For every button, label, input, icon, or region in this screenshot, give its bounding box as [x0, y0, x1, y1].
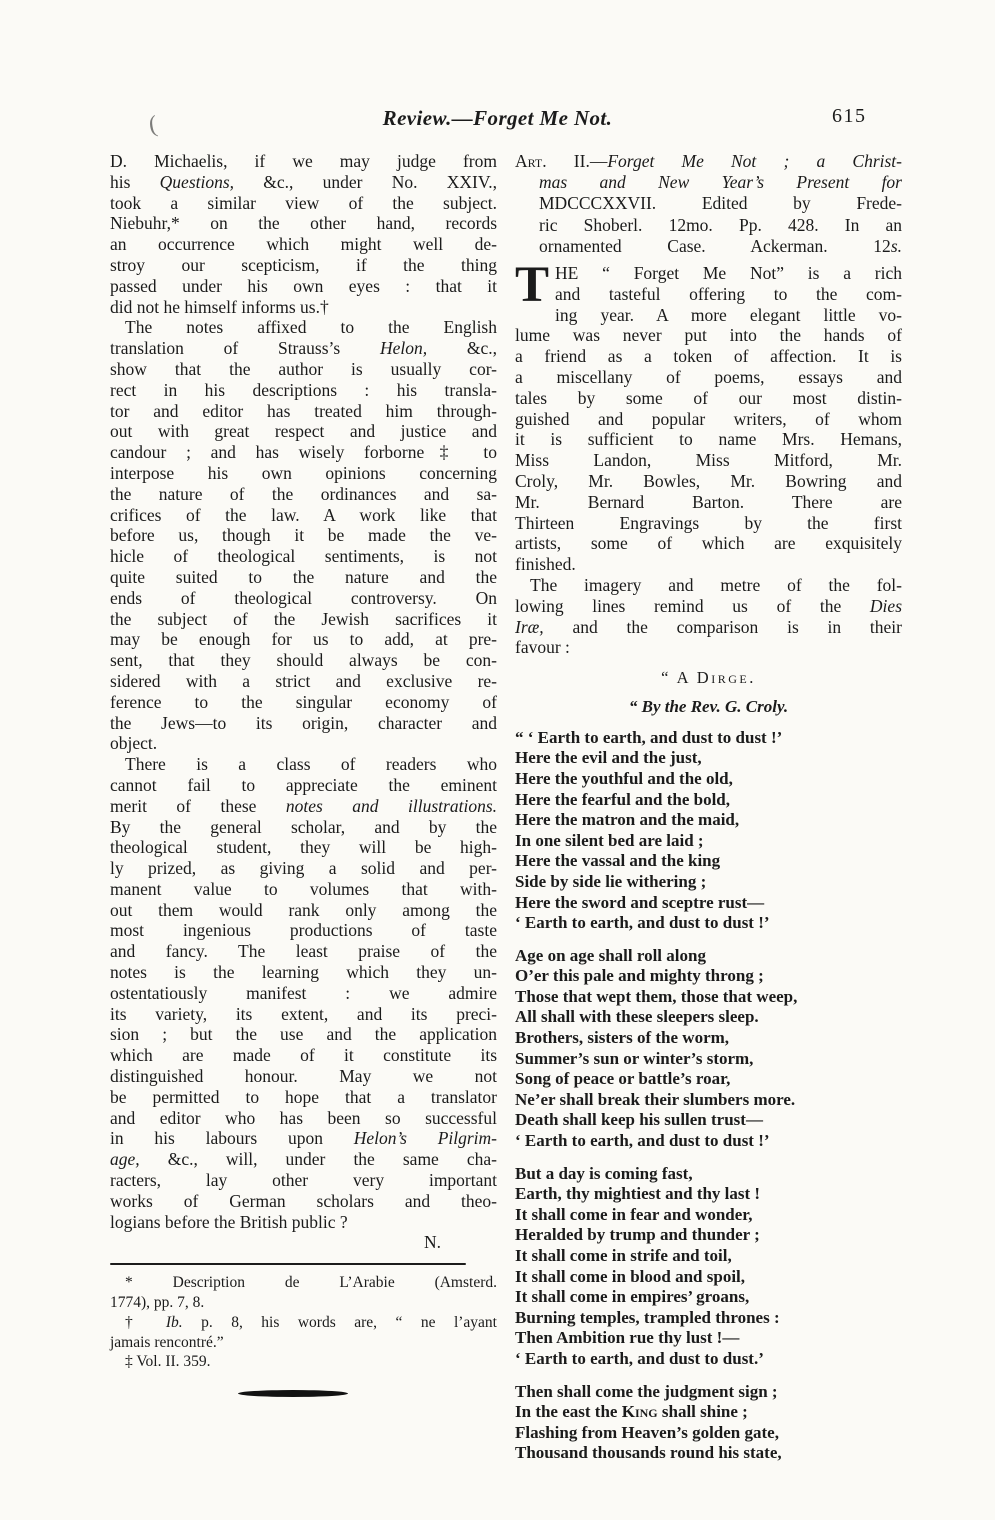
- text-line: jamais rencontré.”: [110, 1333, 224, 1351]
- paragraph: [515, 257, 902, 575]
- text-line: † Ib. p. 8, his words are, “ ne l’ayant: [125, 1313, 497, 1331]
- text-line: ends of theological controversy. On: [110, 587, 497, 608]
- text-line: Here the youthful and the old,: [515, 768, 733, 788]
- text-line: ostentatiously manifest : we admire: [110, 982, 497, 1003]
- text-line: sidered with a strict and exclusive re-: [110, 670, 497, 691]
- text-line: interpose his own opinions concerning: [110, 462, 497, 483]
- text-line: translation of Strauss’s Helon, &c.,: [110, 338, 497, 359]
- text-line: sion ; but the use and the application: [110, 1024, 497, 1045]
- text-line: Thirteen Engravings by the first: [515, 512, 902, 533]
- text-line: Niebuhr,* on the other hand, records: [110, 213, 497, 234]
- text-line: Death shall keep his sullen trust—: [515, 1110, 763, 1130]
- text-line: quite suited to the nature and the: [110, 566, 497, 587]
- text-line: Here the evil and the just,: [515, 748, 702, 768]
- text-line: ‘ Earth to earth, and dust to dust !’: [515, 1131, 770, 1151]
- poem-stanza: [515, 1382, 902, 1464]
- text-line: in his labours upon Helon’s Pilgrim-: [110, 1128, 497, 1149]
- text-line: sent, that they should always be con-: [110, 650, 497, 671]
- text-line: notes is the learning which they un-: [110, 962, 497, 983]
- paragraph: [515, 575, 902, 658]
- poem-title: [515, 668, 902, 689]
- drop-cap: T: [515, 257, 550, 314]
- text-line: and editor who has been so successful: [110, 1107, 497, 1128]
- text-line: the subject of the Jewish sacrifices it: [110, 608, 497, 629]
- text-line: racters, lay other very important: [110, 1170, 497, 1191]
- text-line: Thousand thousands round his state,: [515, 1443, 782, 1463]
- running-title: Review.—Forget Me Not.: [382, 106, 613, 130]
- text-line: Age on age shall roll along: [515, 945, 706, 965]
- text-line: Those that wept them, those that weep,: [515, 986, 798, 1006]
- text-line: and fancy. The least praise of the: [110, 941, 497, 962]
- text-line: Here the fearful and the bold,: [515, 789, 731, 809]
- text-line: Burning temples, trampled thrones :: [515, 1307, 780, 1327]
- text-line: the Jews—to its origin, character and: [110, 712, 497, 733]
- text-line: a friend as a token of affection. It is: [515, 346, 902, 367]
- text-line: the nature of the ordinances and sa-: [110, 483, 497, 504]
- text-line: * Description de L’Arabie (Amsterd.: [125, 1274, 497, 1292]
- text-line: ly prized, as giving a solid and per-: [110, 858, 497, 879]
- text-line: It shall come in empires’ groans,: [515, 1287, 750, 1307]
- text-line: Here the sword and sceptre rust—: [515, 892, 765, 912]
- poem-stanza: [515, 728, 902, 934]
- text-line: The imagery and metre of the fol-: [530, 574, 902, 595]
- text-line: lowing lines remind us of the Dies: [515, 595, 902, 616]
- text-line: O’er this pale and mighty throng ;: [515, 966, 764, 986]
- text-line: Croly, Mr. Bowles, Mr. Bowring and: [515, 470, 902, 491]
- poem-stanza: [515, 946, 902, 1152]
- text-line: an occurrence which might well de-: [110, 234, 497, 255]
- text-line: The notes affixed to the English: [125, 317, 497, 338]
- text-line: Flashing from Heaven’s golden gate,: [515, 1422, 779, 1442]
- text-line: candour ; and has wisely forborne‡ to: [110, 442, 497, 463]
- text-line: ornamented Case. Ackerman. 12s.: [539, 235, 902, 256]
- text-line: ric Shoberl. 12mo. Pp. 428. In an: [539, 214, 902, 235]
- text-line: most ingenious productions of taste: [110, 920, 497, 941]
- text-line: logians before the British public ?: [110, 1211, 348, 1232]
- text-columns: [110, 151, 902, 1464]
- text-line: did not he himself informs us.†: [110, 296, 329, 317]
- text-line: Here the matron and the maid,: [515, 810, 740, 830]
- text-line: ‘ Earth to earth, and dust to dust.’: [515, 1348, 764, 1368]
- text-line: his Questions, &c., under No. XXIV.,: [110, 171, 497, 192]
- text-line: hicle of theological sentiments, is not: [110, 546, 497, 567]
- text-line: which are made of it constitute its: [110, 1045, 497, 1066]
- text-line: There is a class of readers who: [125, 754, 497, 775]
- text-line: stroy our scepticism, if the thing: [110, 254, 497, 275]
- paragraph: [110, 317, 497, 754]
- scan-artifact-mark: (: [146, 111, 159, 139]
- text-line: and tasteful offering to the com-: [555, 283, 902, 304]
- text-line: D. Michaelis, if we may judge from: [110, 151, 497, 171]
- text-line: ference to the singular economy of: [110, 691, 497, 712]
- text-line: theological student, they will be high-: [110, 837, 497, 858]
- text-line: In the east the King shall shine ;: [515, 1402, 748, 1422]
- text-line: finished.: [515, 554, 576, 575]
- text-line: In one silent bed are laid ;: [515, 830, 704, 850]
- text-line: guished and popular writers, of whom: [515, 408, 902, 429]
- text-line: Art. II.—Forget Me Not ; a Christ-: [515, 151, 902, 171]
- text-line: ing year. A more elegant little vo-: [555, 304, 902, 325]
- text-line: age, &c., will, under the same cha-: [110, 1149, 497, 1170]
- right-column: [515, 151, 902, 1464]
- text-line: out them would rank only among the: [110, 899, 497, 920]
- footnote-rule: [110, 1263, 466, 1265]
- text-line: lume was never put into the hands of: [515, 325, 902, 346]
- paragraph: [110, 754, 497, 1253]
- text-line: be permitted to hope that a translator: [110, 1086, 497, 1107]
- text-line: rect in his descriptions : his transla-: [110, 379, 497, 400]
- text-line: merit of these notes and illustrations.: [110, 795, 498, 816]
- text-line: tales by some of our most distin-: [515, 387, 902, 408]
- text-line: a miscellany of poems, essays and: [515, 367, 902, 387]
- text-line: may be enough for us to add, at pre-: [110, 629, 497, 650]
- text-line: By the general scholar, and by the: [110, 816, 497, 837]
- text-line: Earth, thy mightiest and thy last !: [515, 1184, 761, 1204]
- page-number: 615: [832, 105, 867, 127]
- text-line: HE “ Forget Me Not” is a rich: [555, 263, 902, 284]
- paragraph: [110, 151, 497, 317]
- text-line: cannot fail to appreciate the eminent: [110, 774, 497, 795]
- text-line: But a day is coming fast,: [515, 1163, 693, 1183]
- text-line: mas and New Year’s Present for: [539, 172, 902, 193]
- text-line: It shall come in strife and toil,: [515, 1246, 732, 1265]
- text-line: ‘ Earth to earth, and dust to dust !’: [515, 913, 770, 933]
- text-line: Mr. Bernard Barton. There are: [515, 491, 902, 512]
- text-line: Iræ, and the comparison is in their: [515, 616, 902, 637]
- text-line: N.: [423, 1232, 441, 1253]
- poem-byline: [515, 697, 902, 718]
- text-line: its variety, its extent, and its preci-: [110, 1003, 497, 1024]
- text-line: Summer’s sun or winter’s storm,: [515, 1048, 754, 1068]
- text-line: Here the vassal and the king: [515, 851, 721, 871]
- text-line: ‡ Vol. II. 359.: [125, 1353, 211, 1371]
- text-line: distinguished honour. May we not: [110, 1066, 497, 1087]
- poem-stanza: [515, 1164, 902, 1370]
- text-line: artists, some of which are exquisitely: [515, 533, 902, 554]
- article-heading: [515, 151, 902, 257]
- text-line: Heralded by trump and thunder ;: [515, 1225, 760, 1245]
- text-line: MDCCCXXVII. Edited by Frede-: [539, 193, 902, 214]
- text-line: favour :: [515, 637, 570, 658]
- text-line: It shall come in fear and wonder,: [515, 1204, 753, 1224]
- text-line: Side by side lie withering ;: [515, 871, 707, 891]
- text-line: tor and editor has treated him through-: [110, 400, 497, 421]
- text-line: took a similar view of the subject.: [110, 192, 497, 213]
- text-line: before us, though it be made the ve-: [110, 525, 497, 546]
- text-line: out with great respect and justice and: [110, 421, 497, 442]
- text-line: passed under his own eyes : that it: [110, 275, 497, 296]
- text-line: Miss Landon, Miss Mitford, Mr.: [515, 450, 902, 471]
- text-line: works of German scholars and theo-: [110, 1190, 497, 1211]
- text-line: Ne’er shall break their slumbers more.: [515, 1089, 796, 1109]
- text-line: Then shall come the judgment sign ;: [515, 1381, 778, 1401]
- left-column: [110, 151, 497, 1464]
- text-line: manent value to volumes that with-: [110, 878, 497, 899]
- text-line: 1774), pp. 7, 8.: [110, 1294, 205, 1312]
- text-line: Then Ambition rue thy lust !—: [515, 1328, 740, 1348]
- text-line: “ ‘ Earth to earth, and dust to dust !’: [515, 727, 783, 747]
- text-line: it is sufficient to name Mrs. Hemans,: [515, 429, 902, 450]
- text-line: “ By the Rev. G. Croly.: [628, 696, 789, 716]
- text-line: show that the author is usually cor-: [110, 358, 497, 379]
- text-line: crifices of the law. A work like that: [110, 504, 497, 525]
- text-line: Song of peace or battle’s roar,: [515, 1069, 731, 1089]
- text-line: Brothers, sisters of the worm,: [515, 1028, 730, 1048]
- text-line: object.: [110, 733, 158, 754]
- text-line: All shall with these sleepers sleep.: [515, 1007, 759, 1027]
- end-ornament: [238, 1390, 348, 1397]
- footnotes: [110, 1273, 497, 1372]
- text-line: It shall come in blood and spoil,: [515, 1266, 746, 1286]
- text-line: “ A Dirge.: [661, 668, 756, 688]
